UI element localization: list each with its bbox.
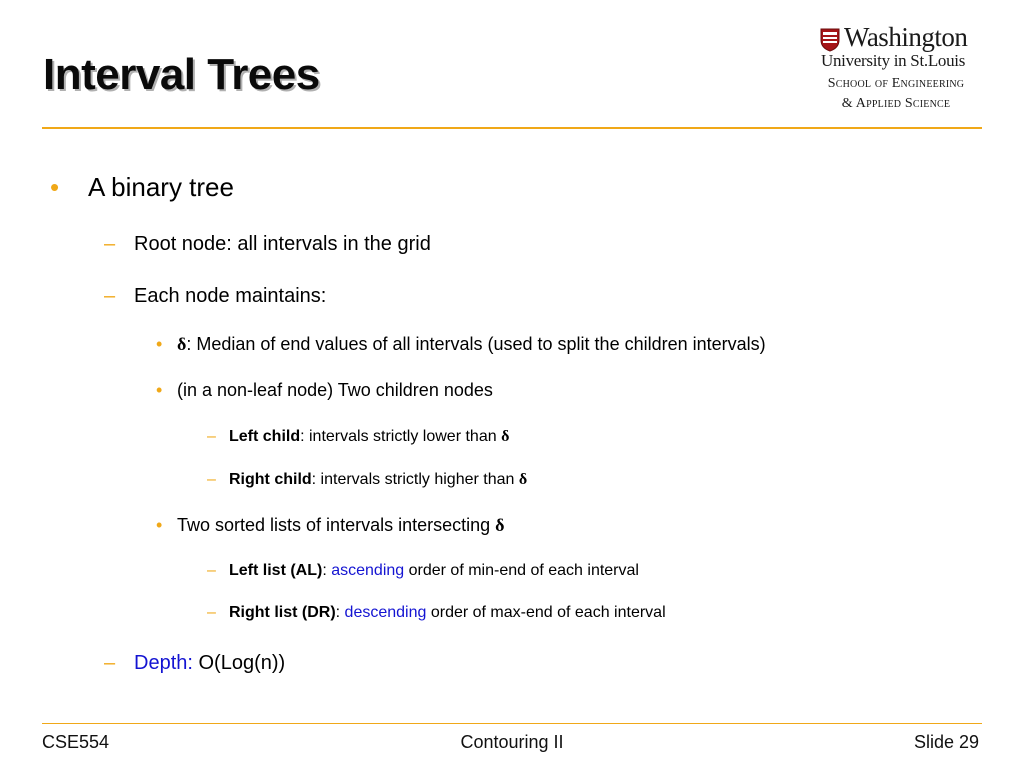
- logo-university: University in St.Louis: [821, 51, 966, 70]
- right-list-sep: :: [335, 604, 345, 621]
- left-child-text: : intervals strictly lower than: [300, 428, 502, 445]
- right-list-label: Right list (DR): [229, 604, 336, 621]
- left-list-text: order of min-end of each interval: [404, 562, 639, 579]
- dash-marker: –: [207, 428, 216, 445]
- delta-symbol: δ: [518, 471, 528, 488]
- footer-slide-number: Slide 29: [913, 732, 979, 752]
- bullet-marker: •: [156, 334, 163, 354]
- bullet-left-list: [229, 562, 639, 580]
- delta-symbol: δ: [501, 428, 510, 445]
- logo-school-line1: School of Engineering: [827, 76, 965, 91]
- bullet-binary-tree: A binary tree: [88, 172, 234, 202]
- right-child-text: : intervals strictly higher than: [311, 471, 519, 488]
- logo-washington: Washington: [844, 22, 968, 52]
- bullet-children-nodes: (in a non-leaf node) Two children nodes: [177, 380, 493, 400]
- sorted-lists-text: Two sorted lists of intervals intersecting: [177, 515, 496, 535]
- bullet-root-node: Root node: all intervals in the grid: [134, 233, 431, 255]
- median-text: : Median of end values of all intervals (used to split the children intervals): [186, 334, 766, 354]
- bullet-each-node: Each node maintains:: [134, 285, 327, 307]
- footer-topic: Contouring II: [460, 732, 564, 752]
- slide-title: Interval Trees: [43, 50, 320, 99]
- footer-course: CSE554: [42, 732, 110, 752]
- dash-marker: –: [104, 652, 116, 674]
- shield-icon: [820, 28, 840, 52]
- bullet-median: [177, 334, 766, 355]
- bullet-marker: •: [156, 380, 163, 400]
- bullet-marker: •: [50, 172, 60, 202]
- bullet-left-child: [229, 428, 509, 446]
- footer-divider: [42, 723, 982, 724]
- left-child-label: Left child: [229, 428, 301, 445]
- logo-school-line2: & Applied Science: [841, 96, 951, 111]
- dash-marker: –: [207, 604, 216, 621]
- title-divider: [42, 127, 982, 129]
- delta-symbol: δ: [177, 334, 187, 354]
- right-list-keyword: descending: [344, 604, 427, 621]
- university-logo: [808, 24, 988, 116]
- bullet-right-child: [229, 471, 527, 489]
- logo-school: [808, 74, 984, 114]
- right-list-text: order of max-end of each interval: [426, 604, 666, 621]
- left-list-sep: :: [322, 562, 332, 579]
- depth-value: O(Log(n)): [192, 652, 286, 674]
- dash-marker: –: [207, 471, 216, 488]
- bullet-right-list: [229, 604, 666, 622]
- left-list-keyword: ascending: [331, 562, 405, 579]
- bullet-marker: •: [156, 515, 163, 535]
- left-list-label: Left list (AL): [229, 562, 323, 579]
- depth-label: Depth:: [134, 652, 193, 674]
- dash-marker: –: [207, 562, 216, 579]
- bullet-sorted-lists: [177, 515, 504, 536]
- right-child-label: Right child: [229, 471, 312, 488]
- dash-marker: –: [104, 285, 116, 307]
- delta-symbol: δ: [495, 515, 505, 535]
- bullet-depth: [134, 652, 285, 675]
- dash-marker: –: [104, 233, 116, 255]
